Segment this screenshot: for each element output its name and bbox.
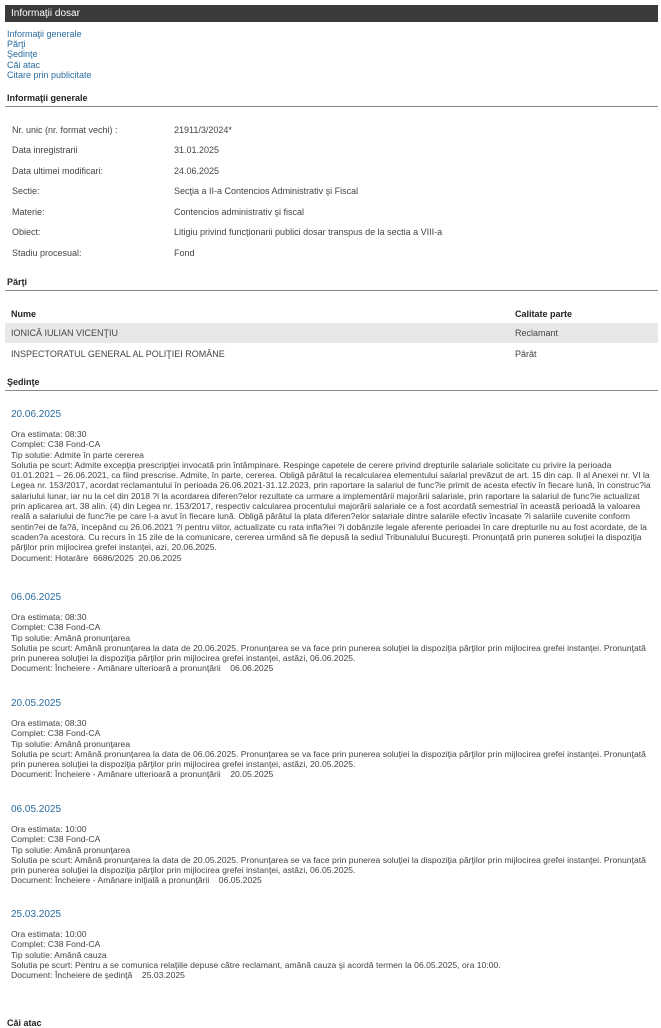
field-value: Contencios administrativ şi fiscal bbox=[174, 207, 305, 217]
hearing-entry bbox=[11, 592, 651, 674]
hearing-solution-type: Tip solutie: Amână pronunţarea bbox=[11, 632, 131, 643]
hearing-panel: Complet: C38 Fond-CA bbox=[11, 439, 101, 450]
hearing-solution-summary: Solutia pe scurt: Amână pronunţarea la data de 06.06.2025. Pronunţarea se va face prin punerea soluţiei la dispoziţia părţilor prin mijlocirea grefei instanţei. Pronunţată prin punerea soluţiei la dispoziţia părţilor prin mijlocirea grefei instanţei, astăzi, 20.05.2025. bbox=[11, 748, 649, 770]
hearing-solution-summary: Solutia pe scurt: Amână pronunţarea la data de 20.06.2025. Pronunţarea se va face prin punerea soluţiei la dispoziţia părţilor prin mijlocirea grefei instanţei. Pronunţată prin punerea soluţiei la dispoziţia părţilor prin mijlocirea grefei instanţei, astăzi, 06.06.2025. bbox=[11, 642, 649, 664]
hearing-entry bbox=[11, 409, 654, 563]
hearing-solution-summary: Solutia pe scurt: Pentru a se comunica relaţiile depuse către reclamant, amână cauza şi acordă termen la 06.05.2025, ora 10:00. bbox=[11, 959, 501, 970]
hearing-time: Ora estimata: 08:30 bbox=[11, 718, 87, 728]
field-label: Data ultimei modificari: bbox=[12, 166, 104, 176]
hearing-document: Document: Încheiere - Amânare ulterioară a pronunţării 20.05.2025 bbox=[11, 769, 274, 780]
nav-link-appeals[interactable]: Căi atac bbox=[7, 59, 41, 70]
field-label: Data inregistrarii bbox=[12, 145, 78, 155]
hearing-solution-type: Tip solutie: Amână cauza bbox=[11, 949, 107, 960]
hearing-panel: Complet: C38 Fond-CA bbox=[11, 834, 101, 845]
hearing-date: 06.06.2025 bbox=[11, 592, 62, 603]
field-value: Secţia a II-a Contencios Administrativ şi Fiscal bbox=[174, 186, 359, 196]
hearing-date: 06.05.2025 bbox=[11, 804, 62, 815]
party-name: INSPECTORATUL GENERAL AL POLIŢIEI ROMÂNE bbox=[11, 349, 225, 359]
section-title-hearings: Şedinţe bbox=[7, 377, 40, 387]
field-value: 31.01.2025 bbox=[174, 145, 220, 155]
column-header-role: Calitate parte bbox=[515, 309, 573, 319]
section-nav bbox=[7, 29, 92, 80]
field-label: Materie: bbox=[12, 207, 45, 217]
hearing-time: Ora estimata: 08:30 bbox=[11, 429, 87, 439]
hearing-date: 20.06.2025 bbox=[11, 409, 62, 420]
hearing-date: 20.05.2025 bbox=[11, 698, 62, 709]
hearing-panel: Complet: C38 Fond-CA bbox=[11, 939, 101, 950]
hearing-document: Document: Încheiere - Amânare ulterioară a pronunţării 06.06.2025 bbox=[11, 663, 274, 674]
header-title: Informaţii dosar bbox=[11, 8, 80, 19]
hearing-document: Document: Încheiere - Amânare iniţială a pronunţării 06.05.2025 bbox=[11, 875, 262, 886]
hearing-solution-type: Tip solutie: Amână pronunţarea bbox=[11, 844, 131, 855]
hearing-solution-type: Tip solutie: Admite în parte cererea bbox=[11, 449, 144, 460]
party-role: Pârât bbox=[515, 349, 537, 359]
field-value: 21911/3/2024* bbox=[174, 125, 232, 135]
hearing-entry bbox=[11, 698, 651, 780]
hearing-time: Ora estimata: 10:00 bbox=[11, 824, 87, 834]
party-role: Reclamant bbox=[515, 328, 559, 338]
field-label: Sectie: bbox=[12, 186, 40, 196]
field-value: Litigiu privind funcţionarii publici dosar transpus de la sectia a VIII-a bbox=[174, 227, 443, 237]
nav-link-general[interactable]: Informaţii generale bbox=[7, 29, 82, 39]
table-row bbox=[5, 323, 658, 343]
section-title-appeals: Căi atac bbox=[7, 1018, 42, 1028]
hearing-date: 25.03.2025 bbox=[11, 909, 62, 920]
hearing-time: Ora estimata: 08:30 bbox=[11, 612, 87, 622]
divider bbox=[5, 390, 658, 391]
column-header-name: Nume bbox=[11, 309, 37, 319]
hearing-panel: Complet: C38 Fond-CA bbox=[11, 728, 101, 739]
hearing-solution-summary: Solutia pe scurt: Admite excepţia prescripţiei invocată prin întâmpinare. Respinge capetele de cerere privind drepturile salariale solicitate cu privire la perioada 01.01.2021 – 26.06.2021, ca fiind prescrise. Admite, în parte, cererea. Obligă pârâtul la recalcularea elementului salarial prevăzut de art. 15 din cap. II al Anexei nr. VI la Legea nr. 153/2017, acordat reclamantului în perioada 26.06.2021-31.12.2023, prin raportare la salariul de func?ie primit de acesta efectiv în fiecare lună, în construc?ia salariului lunar, iar nu la cel din 2018 ?i la acordarea diferen?elor rezultate ca urmare a implementării majorării salariale, prin raportare la salariul de func?ie actualizat prin aplicarea art. 38 alin. (4) din Legea nr. 153/2017, respectiv calcularea procentului majorării salariale ce a fost acordată semestrial în această perioadă la valoarea reală a salariului de func?ie pe care l-a avut în fiecare lună. Obligă pârâtul la plata diferen?elor salariale dintre salariile efectiv încasate ?i salariile cuvenite conform sentin?ei de fa?ă, începând cu 26.06.2021 ?i pentru viitor, actualizate cu rata infla?iei ?i dobânzile legale aferente perioadei în care drepturile nu au fost acordate, de la scaden?a acestora. Cu recurs în 15 zile de la comunicare, cererea urmând să fie depusă la sediul Tribunalului Bucureşti. Pronunţată prin punerea soluţiei la dispoziţia părţilor prin mijlocirea grefei instanţei, azi, 20.06.2025. bbox=[11, 459, 654, 553]
divider bbox=[5, 290, 658, 291]
field-label: Obiect: bbox=[12, 227, 41, 237]
hearing-panel: Complet: C38 Fond-CA bbox=[11, 622, 101, 633]
field-label: Nr. unic (nr. format vechi) : bbox=[12, 125, 118, 135]
hearing-entry bbox=[11, 804, 651, 886]
field-label: Stadiu procesual: bbox=[12, 248, 82, 258]
hearing-entry bbox=[11, 909, 651, 980]
hearing-document: Document: Hotarâre 6686/2025 20.06.2025 bbox=[11, 552, 182, 563]
divider bbox=[5, 106, 658, 107]
nav-link-publication[interactable]: Citare prin publicitate bbox=[7, 69, 92, 80]
hearing-solution-type: Tip solutie: Amână pronunţarea bbox=[11, 738, 131, 749]
field-value: 24.06.2025 bbox=[174, 166, 220, 176]
party-name: IONICĂ IULIAN VICENŢIU bbox=[11, 328, 119, 338]
section-title-parties: Părţi bbox=[7, 277, 28, 287]
hearing-time: Ora estimata: 10:00 bbox=[11, 929, 87, 939]
table-row bbox=[5, 344, 658, 364]
nav-link-parties[interactable]: Părţi bbox=[7, 39, 26, 50]
section-title-general: Informaţii generale bbox=[7, 93, 88, 103]
nav-link-hearings[interactable]: Şedinţe bbox=[7, 49, 38, 60]
page-header bbox=[5, 5, 658, 22]
hearing-document: Document: Încheiere de şedinţă 25.03.2025 bbox=[11, 970, 185, 981]
hearing-solution-summary: Solutia pe scurt: Amână pronunţarea la data de 20.05.2025. Pronunţarea se va face prin punerea soluţiei la dispoziţia părţilor prin mijlocirea grefei instanţei. Pronunţată prin punerea soluţiei la dispoziţia părţilor prin mijlocirea grefei instanţei, astăzi, 06.05.2025. bbox=[11, 854, 649, 876]
field-value: Fond bbox=[174, 248, 195, 258]
